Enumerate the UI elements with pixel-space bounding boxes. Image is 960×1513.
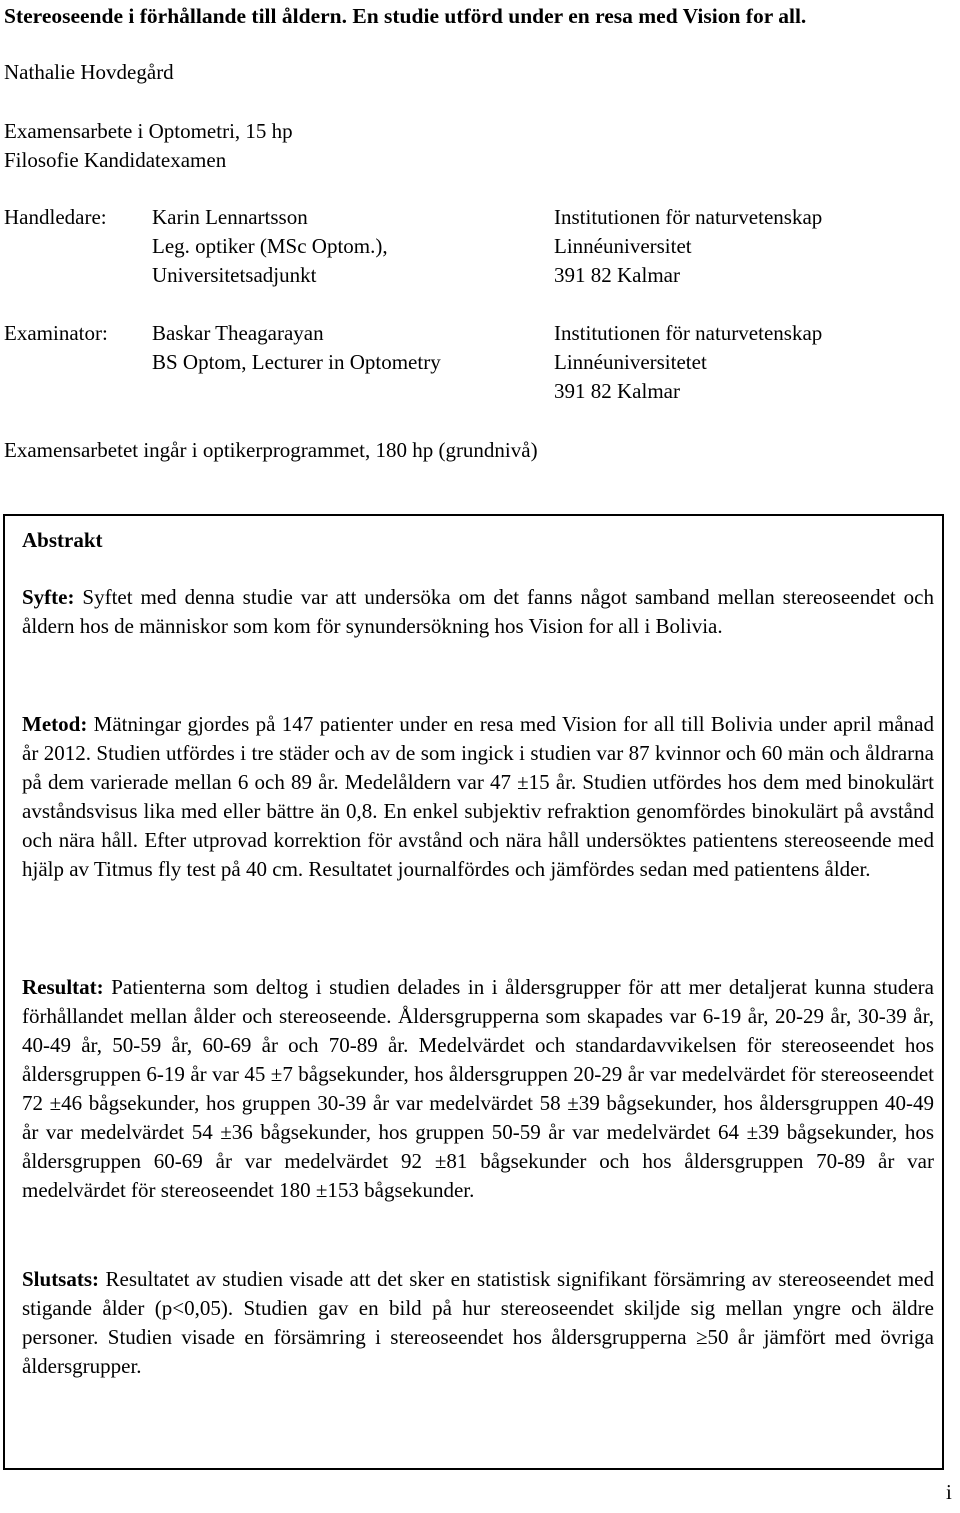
document-title: Stereoseende i förhållande till åldern. En studie utförd under en resa med Vision for all.	[4, 4, 807, 28]
supervisor-name-line: Universitetsadjunkt	[152, 263, 317, 287]
supervisor-institution-block	[554, 203, 822, 290]
examiner-name-line: Baskar Theagarayan	[152, 321, 324, 345]
abstract-section-results	[22, 973, 934, 1205]
section-label: Resultat:	[22, 975, 104, 999]
supervisor-name-line: Leg. optiker (MSc Optom.),	[152, 234, 388, 258]
examiner-institution-line: Institutionen för naturvetenskap	[554, 321, 823, 345]
examiner-name-block	[152, 319, 441, 377]
abstract-heading: Abstrakt	[22, 528, 103, 552]
section-label: Syfte:	[22, 585, 75, 609]
section-text: Resultatet av studien visade att det sker en statistisk signifikant försämring av stereoseendet med stigande ålder (p<0,05). Studien gav en bild på hur stereoseendet skiljde sig mellan yngre och äldre personer. Studien visade en försämring i stereoseendet hos åldersgrupperna ≥50 år jämfört med övriga åldersgrupper.	[22, 1267, 934, 1378]
examiner-label: Examinator:	[4, 321, 108, 345]
examiner-institution-block	[554, 319, 822, 406]
supervisor-name-line: Karin Lennartsson	[152, 205, 308, 229]
examiner-institution-line: 391 82 Kalmar	[554, 379, 680, 403]
examiner-institution-line: Linnéuniversitetet	[554, 350, 707, 374]
section-text: Syftet med denna studie var att undersöka om det fanns något samband mellan stereoseendet och åldern hos de människor som kom för synundersökning hos Vision for all i Bolivia.	[22, 585, 935, 638]
abstract-box	[3, 514, 944, 1470]
page-number: i	[946, 1480, 952, 1504]
supervisor-institution-line: Linnéuniversitet	[554, 234, 692, 258]
abstract-section-conclusion	[22, 1265, 934, 1381]
section-label: Slutsats:	[22, 1267, 100, 1291]
abstract-section-method	[22, 710, 934, 884]
section-label: Metod:	[22, 712, 88, 736]
section-text: Mätningar gjordes på 147 patienter under en resa med Vision for all till Bolivia under april månad år 2012. Studien utfördes i tre städer och av de som ingick i studien var 87 kvinnor och 60 män och åldrarna på dem varierade mellan 6 och 89 år. Medelåldern var 47 ±15 år. Studien utfördes hos dem med binokulärt avståndsvisus lika med eller bättre än 0,8. En enkel subjektiv refraktion genomfördes binokulärt på avstånd och nära håll. Efter utprovad korrektion för avstånd och nära håll undersöktes patientens stereoseende med hjälp av Titmus fly test på 40 cm. Resultatet journalfördes och jämfördes sedan med patientens ålder.	[22, 712, 934, 881]
program-note: Examensarbetet ingår i optikerprogrammet, 180 hp (grundnivå)	[4, 438, 538, 462]
section-text: Patienterna som deltog i studien delades in i åldersgrupper för att mer detaljerat kunna studera förhållandet mellan ålder och stereoseende. Åldersgrupperna som skapades var 6-19 år, 20-29 år, 30-39 år, 40-49 år, 50-59 år, 60-69 år och 70-89 år. Medelvärdet och standardavvikelsen för stereoseendet hos åldersgruppen 6-19 år var 45 ±7 bågsekunder, hos åldersgruppen 20-29 år var medelvärdet för stereoseendet 72 ±46 bågsekunder, hos gruppen 30-39 år var medelvärdet 58 ±39 bågsekunder, hos åldersgruppen 40-49 år var medelvärdet 54 ±36 bågsekunder, hos gruppen 50-59 år var medelvärdet 64 ±39 bågsekunder, hos åldersgruppen 60-69 år var medelvärdet 92 ±81 bågsekunder och hos åldersgruppen 70-89 år var medelvärdet för stereoseendet 180 ±153 bågsekunder.	[22, 975, 934, 1202]
degree-info	[4, 117, 293, 175]
supervisor-name-block	[152, 203, 388, 290]
abstract-section-purpose	[22, 583, 934, 641]
supervisor-label: Handledare:	[4, 205, 107, 229]
author-name: Nathalie Hovdegård	[4, 60, 174, 84]
degree-line: Examensarbete i Optometri, 15 hp	[4, 119, 293, 143]
examiner-name-line: BS Optom, Lecturer in Optometry	[152, 350, 441, 374]
degree-line: Filosofie Kandidatexamen	[4, 148, 227, 172]
supervisor-institution-line: Institutionen för naturvetenskap	[554, 205, 823, 229]
supervisor-institution-line: 391 82 Kalmar	[554, 263, 680, 287]
